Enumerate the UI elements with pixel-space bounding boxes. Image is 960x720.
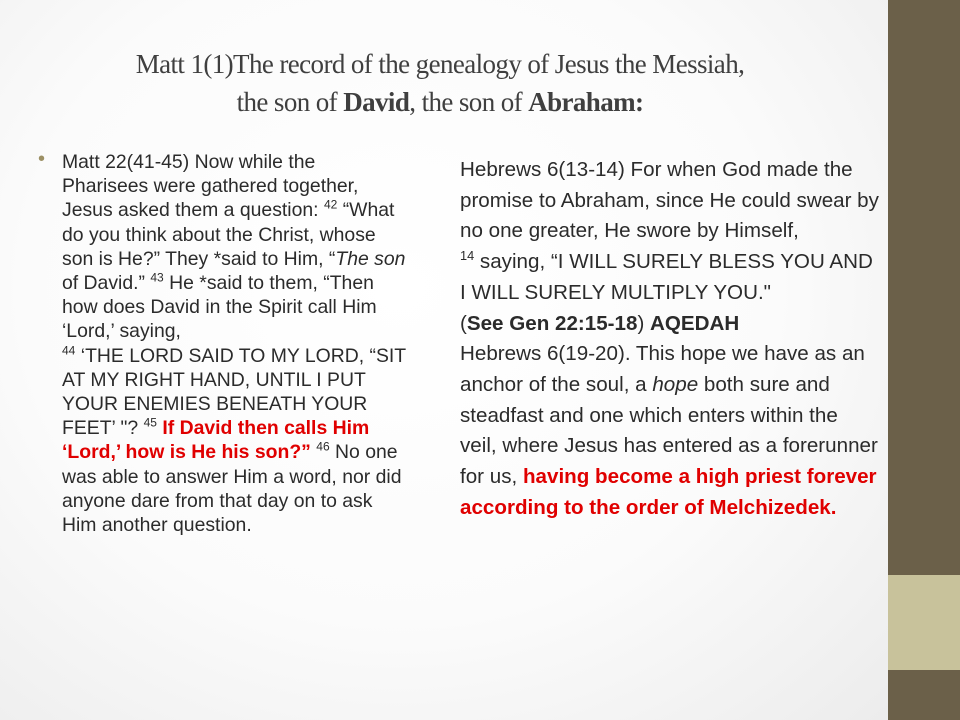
title-abraham: Abraham: bbox=[528, 87, 644, 117]
matt22-text-5: ‘THE LORD SAID TO MY LORD, “SIT AT MY RIGHT HAND, UNTIL I PUT YOUR ENEMIES BENEATH YOUR FEET’ "? bbox=[62, 344, 406, 440]
verse-number-14: 14 bbox=[460, 248, 475, 264]
matthew-22-passage bbox=[62, 150, 406, 537]
matt22-text-2: “What do you think about the Christ, whose son is He?” They *said to Him, “ bbox=[62, 199, 395, 270]
gen-ref-open: ( bbox=[460, 311, 467, 335]
aqedah-label: AQEDAH bbox=[650, 311, 740, 335]
title-line-2-mid: , the son of bbox=[409, 87, 529, 117]
verse-number-45: 45 bbox=[143, 415, 157, 430]
matt22-italic-the-son: The son bbox=[335, 247, 406, 270]
verse-number-42: 42 bbox=[323, 197, 338, 212]
verse-number-43: 43 bbox=[150, 270, 164, 285]
verse-number-46: 46 bbox=[316, 439, 330, 454]
gen-reference: See Gen 22:15-18 bbox=[466, 311, 638, 335]
matt22-highlight: If David then calls Him ‘Lord,’ how is He his son?” bbox=[62, 417, 370, 464]
left-column bbox=[38, 150, 406, 537]
verse-number-44: 44 bbox=[62, 343, 76, 358]
heb6-highlight: having become a high priest forever according to the order of Melchizedek. bbox=[460, 465, 877, 519]
hebrews-passage bbox=[460, 155, 880, 523]
matt22-text-7: No one was able to answer Him a word, nor did anyone dare from that day on to ask Him another question. bbox=[62, 441, 402, 537]
matt22-text-4: He *said to them, “Then how does David in the Spirit call Him ‘Lord,’ saying, bbox=[62, 272, 377, 343]
decorative-sidebar-accent bbox=[888, 575, 960, 670]
heb6-text-5: both sure and steadfast and one which enters within the veil, where Jesus has entered as a forerunner for us, bbox=[460, 372, 878, 489]
heb6-text-1: Hebrews 6(13-14) For when God made the promise to Abraham, since He could swear by no one greater, He swore by Himself, bbox=[460, 158, 879, 243]
matt22-text-1: Matt 22(41-45) Now while the Pharisees were gathered together, Jesus asked them a question: bbox=[62, 151, 359, 222]
heb6-text-2: saying, “I WILL SURELY BLESS YOU AND I WILL SURELY MULTIPLY YOU." bbox=[460, 250, 873, 304]
bullet-icon: • bbox=[38, 148, 46, 170]
title-david: David bbox=[343, 87, 410, 117]
gen-ref-close: ) bbox=[637, 311, 651, 335]
title-line-2-prefix: the son of bbox=[236, 87, 344, 117]
title-line-2 bbox=[20, 83, 860, 121]
heb6-italic-hope: hope bbox=[652, 372, 699, 396]
heb6-text-4: Hebrews 6(19-20). This hope we have as an anchor of the soul, a bbox=[460, 342, 865, 396]
title-line-1: Matt 1(1)The record of the genealogy of Jesus the Messiah, bbox=[135, 49, 745, 79]
slide-title bbox=[20, 45, 860, 121]
matt22-text-3: of David.” bbox=[62, 272, 151, 295]
